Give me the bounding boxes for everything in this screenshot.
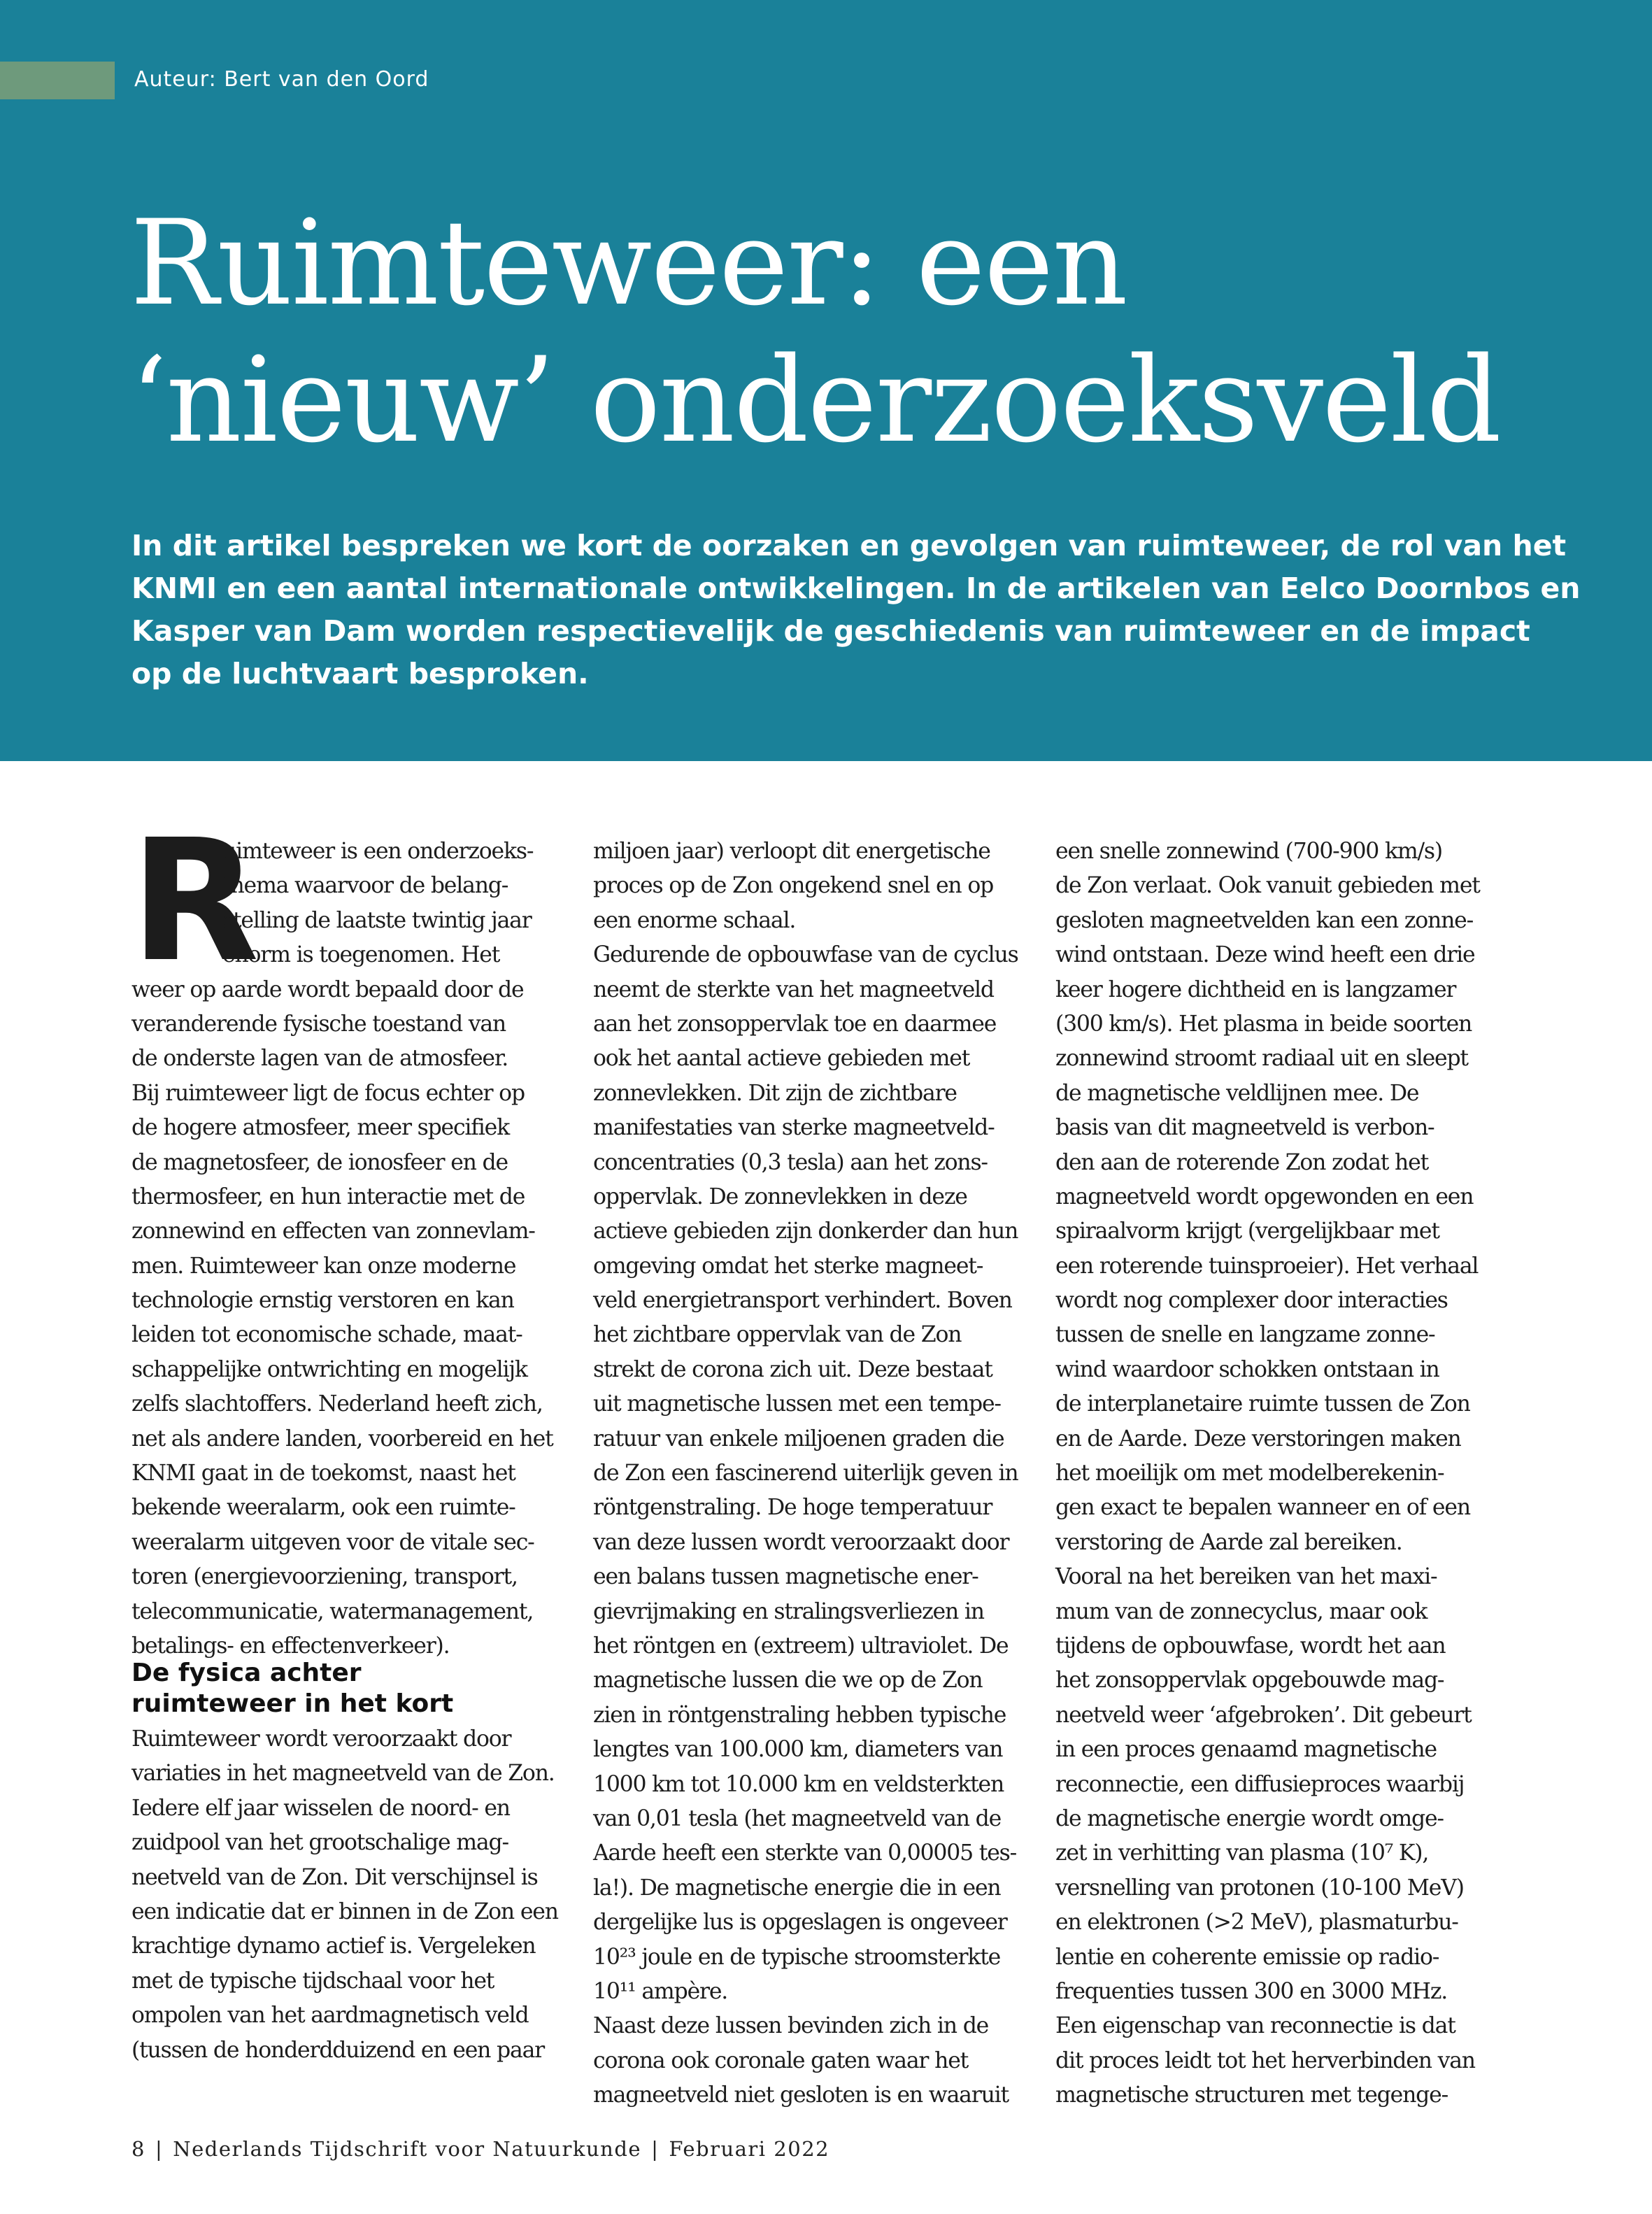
body-text-line: een indicatie dat er binnen in de Zon een (131, 1899, 558, 1924)
body-text-line: telecommunicatie, watermanagement, (131, 1598, 534, 1624)
body-text-line: oppervlak. De zonnevlekken in deze (593, 1184, 967, 1209)
body-text-line: wind ontstaan. Deze wind heeft een drie (1055, 942, 1475, 968)
body-text-line: tijdens de opbouwfase, wordt het aan (1055, 1633, 1446, 1659)
body-text-line: Bij ruimteweer ligt de focus echter op (131, 1080, 525, 1106)
body-text-line: lengtes van 100.000 km, diameters van (593, 1737, 1003, 1763)
body-text-line: weer op aarde wordt bepaald door de (131, 977, 524, 1002)
body-text-line: de Zon een fascinerend uiterlijk geven in (593, 1461, 1018, 1486)
body-text-line: een balans tussen magnetische ener- (593, 1564, 978, 1590)
body-text-line: gesloten magneetvelden kan een zonne- (1055, 907, 1474, 933)
body-text-line: uimteweer is een onderzoeks- (222, 839, 534, 864)
body-text-line: men. Ruimteweer kan onze moderne (131, 1253, 516, 1279)
column-3 (1055, 835, 1489, 2113)
body-text-line: de magnetische energie wordt omge- (1055, 1805, 1444, 1831)
accent-bar (0, 62, 115, 99)
body-text-line: Een eigenschap van reconnectie is dat (1055, 2013, 1455, 2039)
column-2 (593, 835, 1027, 2113)
author-line: Auteur: Bert van den Oord (134, 67, 429, 92)
body-text-line: ompolen van het aardmagnetisch veld (131, 2003, 529, 2029)
page-number: 8 (131, 2137, 145, 2161)
body-text-line: omgeving omdat het sterke magneet- (593, 1253, 983, 1279)
body-text-line: stelling de laatste twintig jaar (222, 907, 532, 933)
body-text-line: Vooral na het bereiken van het maxi- (1055, 1564, 1437, 1590)
body-text-line: röntgenstraling. De hoge temperatuur (593, 1495, 992, 1521)
header-banner (0, 0, 1652, 761)
body-text-line: leiden tot economische schade, maat- (131, 1322, 522, 1348)
body-text-line: de magnetische veldlijnen mee. De (1055, 1080, 1419, 1106)
body-text-line: een snelle zonnewind (700-900 km/s) (1055, 839, 1442, 864)
body-text-line: spiraalvorm krijgt (vergelijkbaar met (1055, 1219, 1439, 1244)
body-text-line: de magnetosfeer, de ionosfeer en de (131, 1149, 508, 1175)
body-text-line: frequenties tussen 300 en 3000 MHz. (1055, 1978, 1448, 2004)
body-text-line: verstoring de Aarde zal bereiken. (1055, 1529, 1402, 1555)
body-text-line: uit magnetische lussen met een tempe- (593, 1391, 1001, 1417)
body-text-line: thema waarvoor de belang- (222, 873, 508, 899)
article-lead (131, 525, 1581, 695)
body-text-line: zonnewind en effecten van zonnevlam- (131, 1219, 535, 1244)
body-text-line: corona ook coronale gaten waar het (593, 2048, 969, 2073)
body-text-line: en de Aarde. Deze verstoringen maken (1055, 1426, 1461, 1452)
body-text-line: het zonsoppervlak opgebouwde mag- (1055, 1668, 1444, 1694)
footer-separator: | (651, 2137, 660, 2161)
body-text-line: thermosfeer, en hun interactie met de (131, 1184, 525, 1209)
lead-line: In dit artikel bespreken we kort de oorzaken en gevolgen van ruimteweer, de rol van het (131, 529, 1567, 562)
body-text-line: Naast deze lussen bevinden zich in de (593, 2013, 989, 2039)
body-text-line: basis van dit magneetveld is verbon- (1055, 1115, 1434, 1141)
body-text-line: de interplanetaire ruimte tussen de Zon (1055, 1391, 1470, 1417)
body-text-line: dit proces leidt tot het herverbinden van (1055, 2048, 1475, 2073)
body-text-line: (tussen de honderdduizend en een paar (131, 2037, 545, 2063)
body-text-line: reconnectie, een diffusieproces waarbij (1055, 1771, 1465, 1797)
body-text-line: veranderende fysische toestand van (131, 1011, 506, 1037)
body-text-line: schappelijke ontwrichting en mogelijk (131, 1356, 527, 1382)
body-text-line: gen exact te bepalen wanneer en of een (1055, 1495, 1470, 1521)
issue-date: Februari 2022 (669, 2137, 830, 2161)
page-footer (131, 2137, 829, 2161)
body-text-line: in een proces genaamd magnetische (1055, 1737, 1437, 1763)
body-text-line: concentraties (0,3 tesla) aan het zons- (593, 1149, 988, 1175)
article-title (130, 194, 1599, 469)
body-text-line: het röntgen en (extreem) ultraviolet. De (593, 1633, 1009, 1659)
title-line: Ruimteweer: een (130, 194, 1127, 332)
body-text-line: Iedere elf jaar wisselen de noord- en (131, 1795, 510, 1821)
column-1-section (131, 1722, 565, 2068)
title-line: ‘nieuw’ onderzoeksveld (130, 332, 1500, 469)
body-text-line: de onderste lagen van de atmosfeer. (131, 1046, 508, 1072)
body-text-line: de Zon verlaat. Ook vanuit gebieden met (1055, 873, 1480, 899)
body-text-line: zien in röntgenstraling hebben typische (593, 1702, 1006, 1728)
body-text-line: 10¹¹ ampère. (593, 1978, 728, 2004)
body-text-line: het zichtbare oppervlak van de Zon (593, 1322, 962, 1348)
body-text-line: met de typische tijdschaal voor het (131, 1968, 494, 1994)
body-text-line: mum van de zonnecyclus, maar ook (1055, 1598, 1427, 1624)
body-text-line: strekt de corona zich uit. Deze bestaat (593, 1356, 992, 1382)
section-heading (131, 1658, 453, 1719)
lead-line: op de luchtvaart besproken. (131, 657, 589, 690)
body-text-line: ratuur van enkele miljoenen graden die (593, 1426, 1004, 1452)
body-text-line: ook het aantal actieve gebieden met (593, 1046, 970, 1072)
body-text-line: een enorme schaal. (593, 907, 796, 933)
body-text-line: actieve gebieden zijn donkerder dan hun (593, 1219, 1018, 1244)
body-text-line: KNMI gaat in de toekomst, naast het (131, 1461, 515, 1486)
body-text-line: krachtige dynamo actief is. Vergeleken (131, 1933, 536, 1959)
body-text-line: net als andere landen, voorbereid en het (131, 1426, 553, 1452)
journal-name: Nederlands Tijdschrift voor Natuurkunde (173, 2137, 642, 2161)
body-text-line: versnelling van protonen (10-100 MeV) (1055, 1875, 1464, 1901)
body-text-line: magneetveld niet gesloten is en waaruit (593, 2082, 1009, 2108)
body-text-line: miljoen jaar) verloopt dit energetische (593, 839, 990, 864)
body-text-line: tussen de snelle en langzame zonne- (1055, 1322, 1435, 1348)
column-1-intro (131, 835, 565, 1663)
body-text-line: Ruimteweer wordt veroorzaakt door (131, 1726, 511, 1752)
body-text-line: dergelijke lus is opgeslagen is ongeveer (593, 1910, 1007, 1936)
body-text-line: zuidpool van het grootschalige mag- (131, 1830, 508, 1856)
body-text-line: bekende weeralarm, ook een ruimte- (131, 1495, 515, 1521)
body-text-line: Aarde heeft een sterkte van 0,00005 tes- (593, 1840, 1017, 1866)
body-text-line: zonnewind stroomt radiaal uit en sleept (1055, 1046, 1468, 1072)
section-heading-line: De fysica achter (131, 1659, 362, 1687)
body-text-line: proces op de Zon ongekend snel en op (593, 873, 994, 899)
body-text-line: magnetische structuren met tegenge- (1055, 2082, 1448, 2108)
body-text-line: weeralarm uitgeven voor de vitale sec- (131, 1529, 534, 1555)
body-text-line: toren (energievoorziening, transport, (131, 1564, 518, 1590)
body-text-line: technologie ernstig verstoren en kan (131, 1288, 514, 1314)
body-text-line: den aan de roterende Zon zodat het (1055, 1149, 1429, 1175)
body-text-line: wind waardoor schokken ontstaan in (1055, 1356, 1439, 1382)
footer-separator: | (155, 2137, 164, 2161)
body-text-line: zet in verhitting van plasma (10⁷ K), (1055, 1840, 1429, 1866)
body-text-line: de hogere atmosfeer, meer specifiek (131, 1115, 509, 1141)
body-text-line: zonnevlekken. Dit zijn de zichtbare (593, 1080, 957, 1106)
body-text-line: betalings- en effectenverkeer). (131, 1633, 450, 1659)
body-text-line: neetveld weer ‘afgebroken’. Dit gebeurt (1055, 1702, 1472, 1728)
body-text-line: lentie en coherente emissie op radio- (1055, 1944, 1439, 1970)
body-text-line: 1000 km tot 10.000 km en veldsterkten (593, 1771, 1004, 1797)
body-text-line: keer hogere dichtheid en is langzamer (1055, 977, 1456, 1002)
section-heading-line: ruimteweer in het kort (131, 1689, 454, 1718)
drop-cap: R (130, 803, 259, 999)
body-text-line: het moeilijk om met modelberekenin- (1055, 1461, 1444, 1486)
body-text-line: van deze lussen wordt veroorzaakt door (593, 1529, 1009, 1555)
lead-line: Kasper van Dam worden respectievelijk de geschiedenis van ruimteweer en de impact (131, 614, 1530, 648)
body-text-line: (300 km/s). Het plasma in beide soorten (1055, 1011, 1472, 1037)
lead-line: KNMI en een aantal internationale ontwikkelingen. In de artikelen van Eelco Doornbos en (131, 572, 1581, 605)
body-text-line: neemt de sterkte van het magneetveld (593, 977, 994, 1002)
body-text-line: la!). De magnetische energie die in een (593, 1875, 1001, 1901)
body-text-line: 10²³ joule en de typische stroomsterkte (593, 1944, 1001, 1970)
body-text-line: zelfs slachtoffers. Nederland heeft zich, (131, 1391, 543, 1417)
body-text-line: neetveld van de Zon. Dit verschijnsel is (131, 1864, 538, 1890)
body-text-line: wordt nog complexer door interacties (1055, 1288, 1448, 1314)
body-text-line: variaties in het magneetveld van de Zon. (131, 1761, 555, 1787)
body-text-line: manifestaties van sterke magneetveld- (593, 1115, 995, 1141)
body-text-line: en elektronen (>2 MeV), plasmaturbu- (1055, 1910, 1458, 1936)
body-text-line: enorm is toegenomen. Het (222, 942, 500, 968)
body-text-line: gievrijmaking en stralingsverliezen in (593, 1598, 984, 1624)
body-text-line: magnetische lussen die we op de Zon (593, 1668, 983, 1694)
body-text-line: veld energietransport verhindert. Boven (593, 1288, 1012, 1314)
body-text-line: Gedurende de opbouwfase van de cyclus (593, 942, 1018, 968)
body-text-line: aan het zonsoppervlak toe en daarmee (593, 1011, 997, 1037)
body-text-line: magneetveld wordt opgewonden en een (1055, 1184, 1474, 1209)
body-text-line: een roterende tuinsproeier). Het verhaal (1055, 1253, 1479, 1279)
body-text-line: van 0,01 tesla (het magneetveld van de (593, 1805, 1002, 1831)
